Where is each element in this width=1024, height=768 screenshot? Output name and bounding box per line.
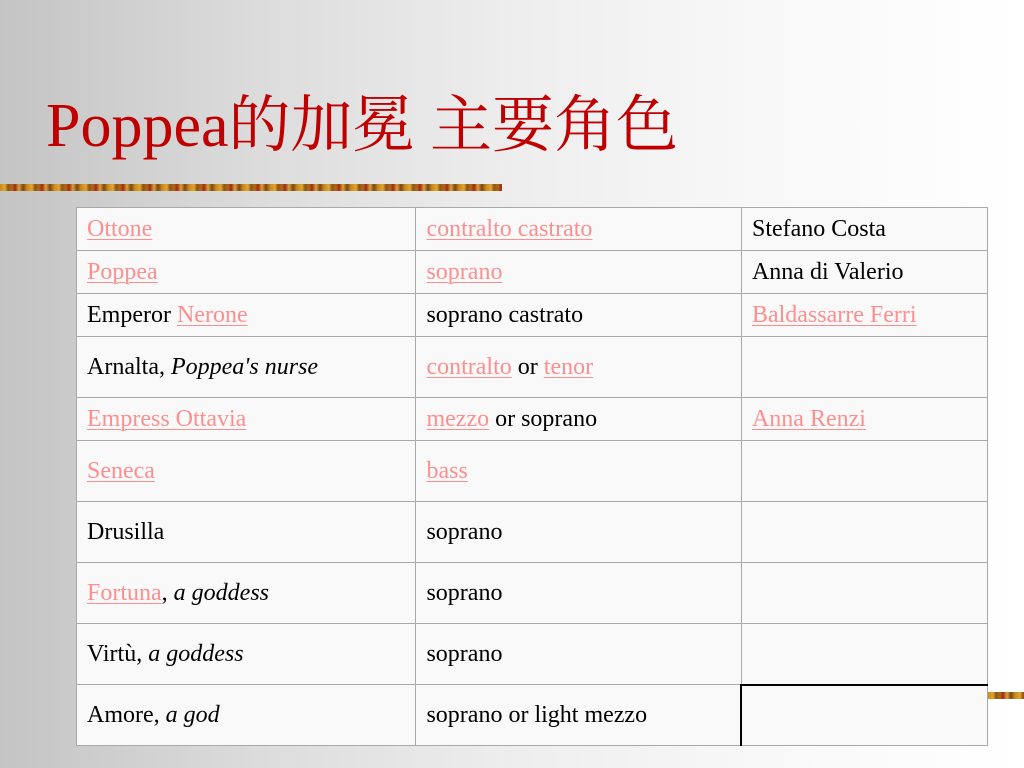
italic-note: Poppea's nurse <box>170 353 319 380</box>
role-cell <box>77 398 416 441</box>
table-row <box>77 337 988 398</box>
wiki-link[interactable]: contralto <box>426 353 512 380</box>
wiki-link[interactable]: contralto castrato <box>426 215 593 242</box>
cell-text: soprano castrato <box>426 301 584 328</box>
wiki-link[interactable]: Anna Renzi <box>751 405 866 432</box>
cell-text: , <box>161 579 174 606</box>
singer-cell <box>741 294 987 337</box>
role-cell <box>77 624 416 685</box>
italic-note: a goddess <box>173 579 270 606</box>
cell-text: Stefano Costa <box>751 215 886 242</box>
singer-cell <box>741 502 987 563</box>
wiki-link[interactable]: Poppea <box>87 258 158 285</box>
wiki-link[interactable]: Nerone <box>176 301 248 328</box>
table-row <box>77 502 988 563</box>
voice-type-cell <box>416 208 742 251</box>
voice-type-cell <box>416 294 742 337</box>
table-row <box>77 441 988 502</box>
wiki-link[interactable]: Empress Ottavia <box>87 405 247 432</box>
role-cell <box>77 208 416 251</box>
table-row <box>77 624 988 685</box>
role-cell <box>77 441 416 502</box>
singer-cell <box>741 685 987 746</box>
roles-table <box>76 207 988 746</box>
singer-cell <box>741 337 987 398</box>
cell-text: Drusilla <box>87 518 165 545</box>
table-row <box>77 398 988 441</box>
cell-text: soprano <box>426 579 503 606</box>
role-cell <box>77 685 416 746</box>
wiki-link[interactable]: tenor <box>543 353 594 380</box>
singer-cell <box>741 441 987 502</box>
voice-type-cell <box>416 441 742 502</box>
singer-cell <box>741 563 987 624</box>
cell-text: or <box>511 353 544 380</box>
cell-text: Emperor <box>87 301 177 328</box>
table-row <box>77 251 988 294</box>
singer-cell <box>741 208 987 251</box>
cell-text: soprano <box>426 518 503 545</box>
voice-type-cell <box>416 251 742 294</box>
italic-note: a god <box>165 701 220 728</box>
role-cell <box>77 563 416 624</box>
decorative-band-top <box>0 184 502 191</box>
singer-cell <box>741 624 987 685</box>
voice-type-cell <box>416 685 742 746</box>
role-cell <box>77 502 416 563</box>
singer-cell <box>741 398 987 441</box>
table-row <box>77 208 988 251</box>
singer-cell <box>741 251 987 294</box>
voice-type-cell <box>416 337 742 398</box>
wiki-link[interactable]: mezzo <box>426 405 490 432</box>
voice-type-cell <box>416 563 742 624</box>
slide-title: Poppea的加冕 主要角色 <box>46 92 679 160</box>
cell-text: or soprano <box>489 405 598 432</box>
role-cell <box>77 294 416 337</box>
table-row <box>77 294 988 337</box>
cell-text: soprano or light mezzo <box>426 701 648 728</box>
role-cell <box>77 251 416 294</box>
wiki-link[interactable]: Baldassarre Ferri <box>751 301 917 328</box>
table-row <box>77 685 988 746</box>
cell-text: Amore, <box>87 701 166 728</box>
cell-text: Anna di Valerio <box>751 258 904 285</box>
table-row <box>77 563 988 624</box>
wiki-link[interactable]: Fortuna <box>87 579 162 606</box>
cell-text: Virtù, <box>87 640 149 667</box>
wiki-link[interactable]: bass <box>426 457 468 484</box>
role-cell <box>77 337 416 398</box>
voice-type-cell <box>416 502 742 563</box>
voice-type-cell <box>416 624 742 685</box>
cell-text: soprano <box>426 640 503 667</box>
italic-note: a goddess <box>148 640 244 667</box>
wiki-link[interactable]: Ottone <box>87 215 153 242</box>
voice-type-cell <box>416 398 742 441</box>
wiki-link[interactable]: soprano <box>426 258 503 285</box>
wiki-link[interactable]: Seneca <box>87 457 155 484</box>
cell-text: Arnalta, <box>87 353 171 380</box>
decorative-band-right <box>988 692 1024 699</box>
